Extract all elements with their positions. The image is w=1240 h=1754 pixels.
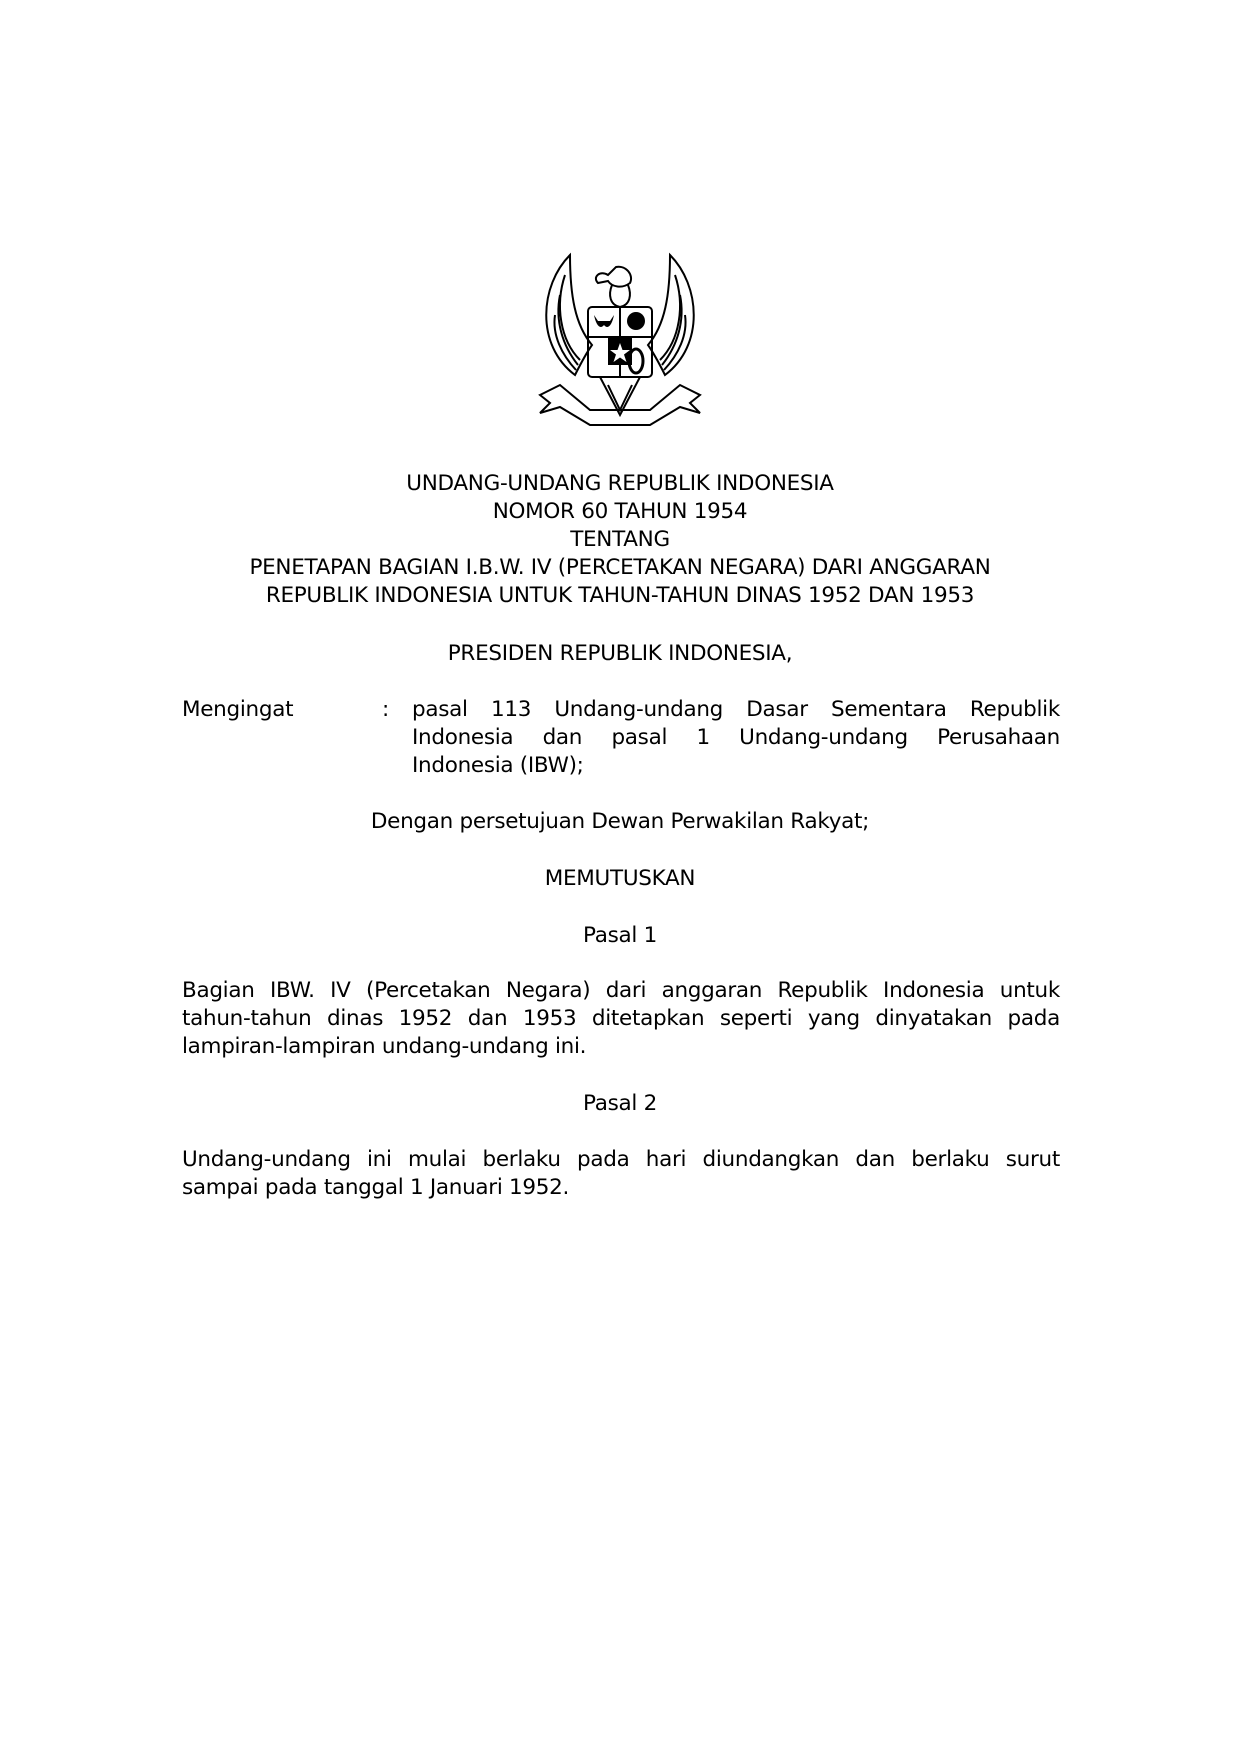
law-about: TENTANG bbox=[570, 527, 670, 552]
law-title-block bbox=[180, 470, 1060, 610]
article-line: sampai pada tanggal 1 Januari 1952. bbox=[182, 1175, 570, 1200]
article-line: lampiran-lampiran undang-undang ini. bbox=[182, 1034, 587, 1059]
article-1-body bbox=[182, 977, 1060, 1061]
considering-line: pasal 113 Undang-undang Dasar Sementara Republik bbox=[412, 697, 1060, 722]
law-subject-line-1: PENETAPAN BAGIAN I.B.W. IV (PERCETAKAN NEGARA) DARI ANGGARAN bbox=[249, 555, 991, 580]
considering-line: Indonesia (IBW); bbox=[412, 753, 584, 778]
considering-text bbox=[412, 696, 1060, 780]
article-line: tahun-tahun dinas 1952 dan 1953 ditetapkan seperti yang dinyatakan pada bbox=[182, 1006, 1060, 1031]
article-2-title: Pasal 2 bbox=[583, 1091, 657, 1116]
considering-label: Mengingat bbox=[182, 697, 294, 722]
article-1-title: Pasal 1 bbox=[583, 923, 657, 948]
article-line: Bagian IBW. IV (Percetakan Negara) dari anggaran Republik Indonesia untuk bbox=[182, 978, 1060, 1003]
law-subject-line-2: REPUBLIK INDONESIA UNTUK TAHUN-TAHUN DINAS 1952 DAN 1953 bbox=[265, 583, 975, 608]
law-number: NOMOR 60 TAHUN 1954 bbox=[492, 499, 748, 524]
considering-line: Indonesia dan pasal 1 Undang-undang Perusahaan bbox=[412, 725, 1060, 750]
article-2-body bbox=[182, 1146, 1060, 1202]
garuda-emblem-icon bbox=[530, 245, 710, 445]
considering-colon: : bbox=[382, 697, 389, 722]
decide-heading: MEMUTUSKAN bbox=[544, 866, 696, 891]
consent-statement: Dengan persetujuan Dewan Perwakilan Rakyat; bbox=[370, 809, 870, 834]
president-heading: PRESIDEN REPUBLIK INDONESIA, bbox=[447, 641, 793, 666]
article-line: Undang-undang ini mulai berlaku pada hari diundangkan dan berlaku surut bbox=[182, 1147, 1060, 1172]
law-type: UNDANG-UNDANG REPUBLIK INDONESIA bbox=[406, 471, 834, 496]
